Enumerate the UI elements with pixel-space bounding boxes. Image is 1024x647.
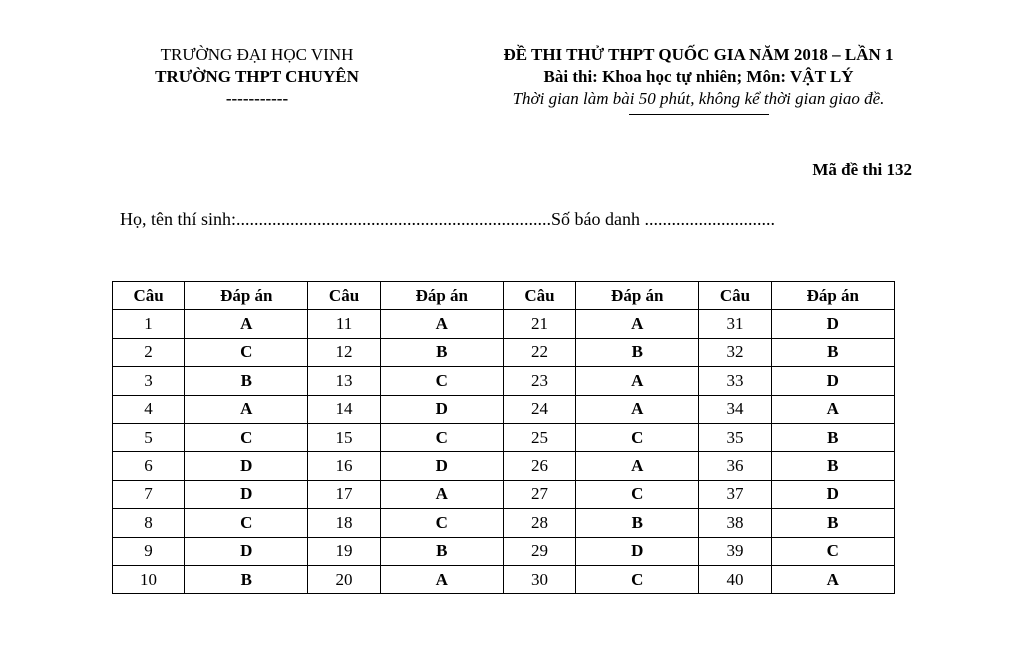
answer-cell: D [185,480,308,508]
column-header-question: Câu [308,282,380,310]
question-number-cell: 4 [113,395,185,423]
table-row [113,423,895,451]
answer-cell: B [771,338,894,366]
exam-subject: Bài thi: Khoa học tự nhiên; Môn: VẬT LÝ [543,67,854,86]
question-number-cell: 15 [308,423,380,451]
question-number-cell: 12 [308,338,380,366]
answer-cell: A [185,395,308,423]
question-number-cell: 29 [503,537,575,565]
question-number-cell: 30 [503,565,575,593]
question-number-cell: 22 [503,338,575,366]
answer-cell: C [380,367,503,395]
question-number-cell: 38 [699,509,771,537]
column-header-answer: Đáp án [771,282,894,310]
question-number-cell: 37 [699,480,771,508]
question-number-cell: 24 [503,395,575,423]
answer-cell: B [185,367,308,395]
question-number-cell: 40 [699,565,771,593]
answer-cell: D [185,452,308,480]
answer-cell: C [771,537,894,565]
table-row [113,452,895,480]
header-divider: ----------- [225,89,289,108]
question-number-cell: 39 [699,537,771,565]
question-number-cell: 35 [699,423,771,451]
question-number-cell: 28 [503,509,575,537]
answer-cell: D [771,480,894,508]
question-number-cell: 5 [113,423,185,451]
question-number-cell: 18 [308,509,380,537]
answer-cell: B [380,537,503,565]
question-number-cell: 7 [113,480,185,508]
answer-cell: C [576,565,699,593]
answer-cell: C [380,423,503,451]
table-row [113,537,895,565]
answer-table [112,281,895,594]
table-row [113,395,895,423]
question-number-cell: 25 [503,423,575,451]
university-name: TRƯỜNG ĐẠI HỌC VINH [160,45,354,64]
answer-cell: B [771,509,894,537]
question-number-cell: 9 [113,537,185,565]
answer-cell: A [380,565,503,593]
answer-cell: A [185,310,308,338]
table-row [113,509,895,537]
answer-cell: B [576,338,699,366]
answer-cell: B [771,423,894,451]
answer-cell: D [380,452,503,480]
question-number-cell: 23 [503,367,575,395]
question-number-cell: 11 [308,310,380,338]
answer-cell: C [380,509,503,537]
question-number-cell: 19 [308,537,380,565]
answer-cell: C [185,423,308,451]
question-number-cell: 21 [503,310,575,338]
question-number-cell: 36 [699,452,771,480]
answer-cell: A [576,452,699,480]
answer-cell: A [576,310,699,338]
answer-cell: B [380,338,503,366]
question-number-cell: 8 [113,509,185,537]
answer-cell: C [576,423,699,451]
exam-title: ĐỀ THI THỬ THPT QUỐC GIA NĂM 2018 – LẦN 1 [503,45,894,64]
question-number-cell: 3 [113,367,185,395]
question-number-cell: 34 [699,395,771,423]
answer-cell: D [185,537,308,565]
question-number-cell: 14 [308,395,380,423]
table-row [113,338,895,366]
question-number-cell: 17 [308,480,380,508]
answer-cell: D [576,537,699,565]
answer-cell: A [576,367,699,395]
answer-cell: B [771,452,894,480]
question-number-cell: 26 [503,452,575,480]
exam-time: Thời gian làm bài 50 phút, không kể thời gian giao đề. [512,89,885,108]
column-header-answer: Đáp án [185,282,308,310]
answer-cell: B [576,509,699,537]
question-number-cell: 31 [699,310,771,338]
question-number-cell: 6 [113,452,185,480]
question-number-cell: 33 [699,367,771,395]
answer-cell: D [771,367,894,395]
exam-code: Mã đề thi 132 [812,160,912,179]
answer-cell: A [576,395,699,423]
question-number-cell: 27 [503,480,575,508]
answer-cell: C [576,480,699,508]
table-row [113,480,895,508]
column-header-question: Câu [699,282,771,310]
question-number-cell: 13 [308,367,380,395]
column-header-answer: Đáp án [380,282,503,310]
column-header-question: Câu [503,282,575,310]
question-number-cell: 1 [113,310,185,338]
table-row [113,565,895,593]
column-header-answer: Đáp án [576,282,699,310]
school-name: TRƯỜNG THPT CHUYÊN [155,67,359,86]
question-number-cell: 32 [699,338,771,366]
question-number-cell: 20 [308,565,380,593]
answer-cell: A [380,310,503,338]
table-row [113,367,895,395]
question-number-cell: 2 [113,338,185,366]
table-row [113,310,895,338]
question-number-cell: 10 [113,565,185,593]
question-number-cell: 16 [308,452,380,480]
column-header-question: Câu [113,282,185,310]
answer-cell: D [771,310,894,338]
answer-cell: B [185,565,308,593]
answer-table-header [113,282,895,310]
answer-cell: D [380,395,503,423]
header-rule [629,114,769,115]
exam-header [446,44,951,115]
answer-cell: A [771,565,894,593]
answer-cell: A [771,395,894,423]
answer-cell: A [380,480,503,508]
answer-table-body [113,310,895,594]
school-header [112,44,402,110]
answer-cell: C [185,338,308,366]
answer-cell: C [185,509,308,537]
student-info-line: Họ, tên thí sinh:......................................................................Số báo danh ............................. [120,209,775,229]
